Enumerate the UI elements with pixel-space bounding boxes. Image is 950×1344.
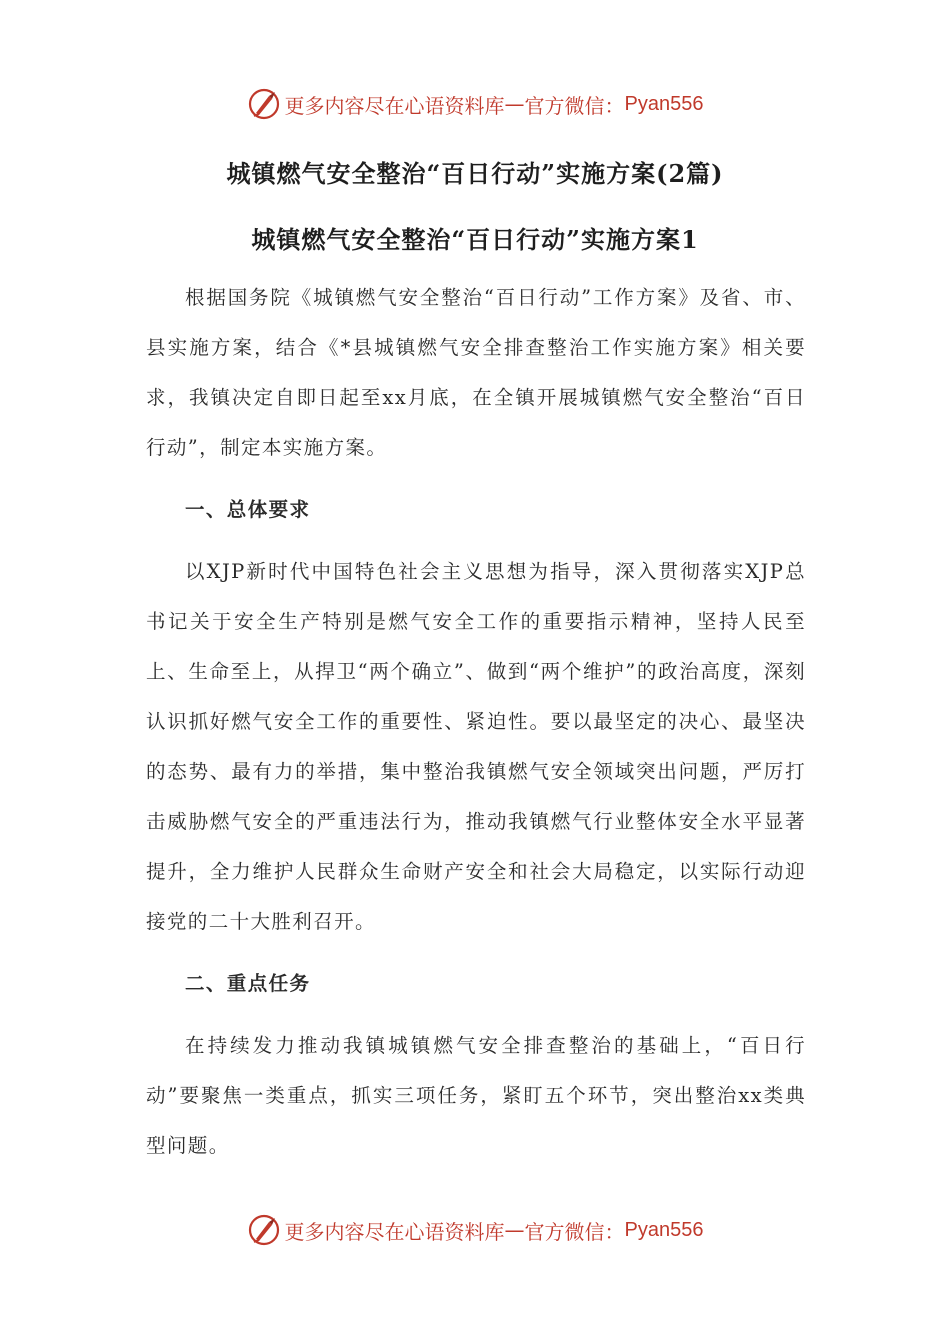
banner-brand-text: 更多内容尽在心语资料库 — [284, 1219, 505, 1244]
banner-dash: — — [504, 1218, 525, 1242]
banner-dash: — — [504, 92, 525, 116]
section-heading-key-tasks: 二、重点任务 — [185, 972, 311, 995]
document-body — [146, 273, 806, 1171]
banner-official-label: 官方微信： — [524, 1219, 625, 1244]
general-requirements-paragraph: 以XJP新时代中国特色社会主义思想为指导，深入贯彻落实XJP总书记关于安全生产特别是燃气安全工作的重要指示精神，坚持人民至上、生命至上，从捍卫“两个确立”、做到“两个维护”的政治高度，深刻认识抓好燃气安全工作的重要性、紧迫性。要以最坚定的决心、最坚决的态势、最有力的举措，集中整治我镇燃气安全领域突出问题，严厉打击威胁燃气安全的严重违法行为，推动我镇燃气行业整体安全水平显著提升，全力维护人民群众生命财产安全和社会大局稳定，以实际行动迎接党的二十大胜利召开。 — [146, 560, 806, 933]
header-watermark-banner — [0, 84, 950, 124]
key-tasks-paragraph: 在持续发力推动我镇城镇燃气安全排查整治的基础上，“百日行动”要聚焦一类重点，抓实三项任务，紧盯五个环节，突出整治xx类典型问题。 — [146, 1034, 806, 1157]
intro-paragraph: 根据国务院《城镇燃气安全整治“百日行动”工作方案》及省、市、县实施方案，结合《*县城镇燃气安全排查整治工作实施方案》相关要求，我镇决定自即日起至xx月底，在全镇开展城镇燃气安全整治“百日行动”，制定本实施方案。 — [146, 286, 806, 459]
quill-logo-icon — [247, 1213, 281, 1247]
document-main-title: 城镇燃气安全整治“百日行动”实施方案(2篇) — [226, 159, 724, 188]
quill-logo-icon — [247, 87, 281, 121]
banner-account-id: Pyan556 — [624, 1218, 704, 1241]
banner-brand-text: 更多内容尽在心语资料库 — [284, 93, 505, 118]
document-sub-title: 城镇燃气安全整治“百日行动”实施方案1 — [251, 225, 699, 254]
footer-watermark-banner — [0, 1210, 950, 1250]
banner-account-id: Pyan556 — [624, 92, 704, 115]
banner-official-label: 官方微信： — [524, 93, 625, 118]
section-heading-general-requirements: 一、总体要求 — [185, 498, 311, 521]
